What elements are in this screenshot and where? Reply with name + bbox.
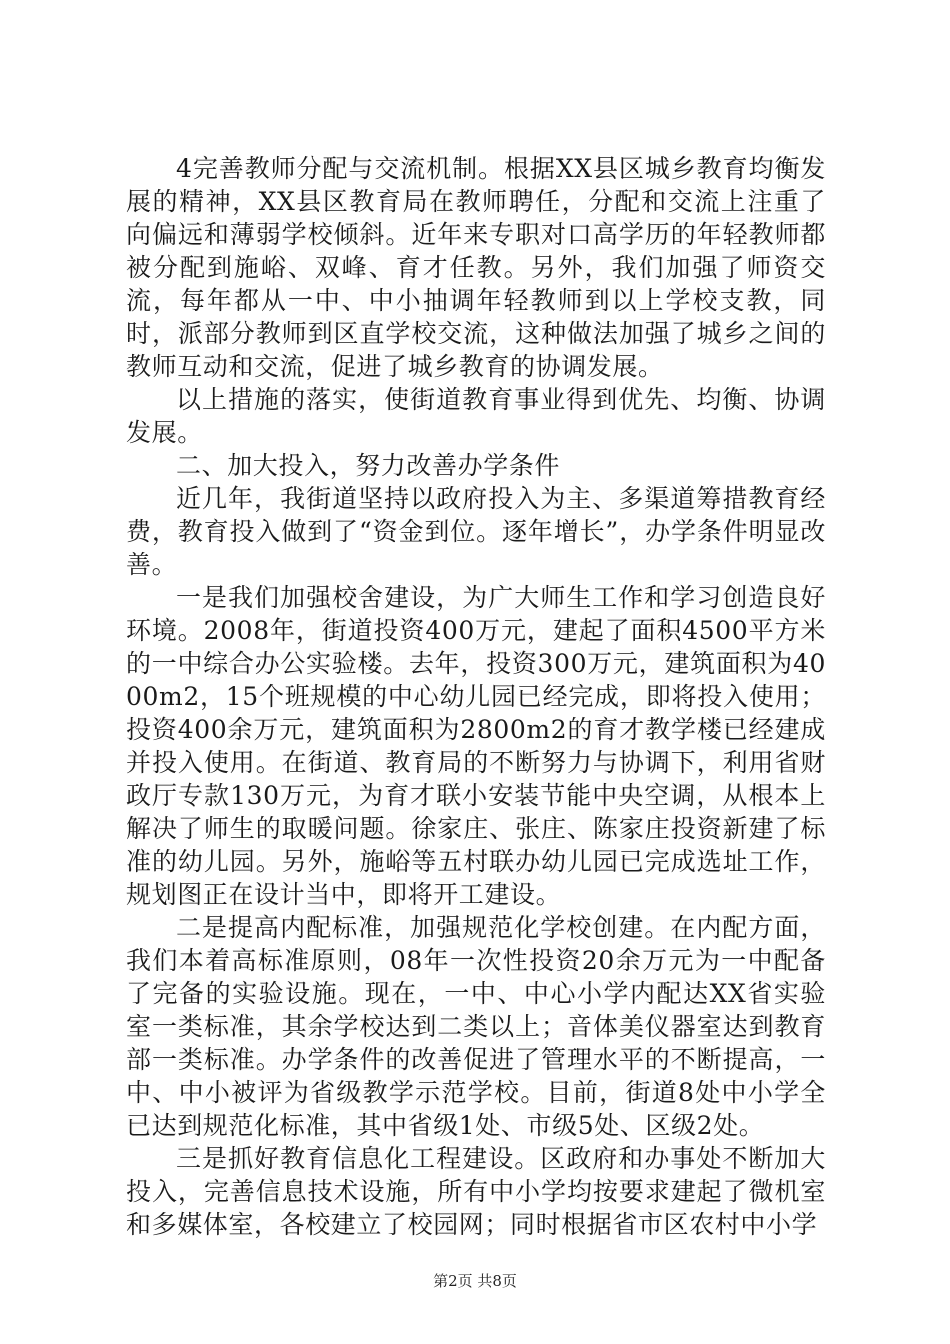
section-heading-investment: 二、加大投入，努力改善办学条件 <box>176 451 561 480</box>
paragraph-investment-intro: 近几年，我街道坚持以政府投入为主、多渠道筹措教育经费，教育投入做到了“资金到位。逐年增长”，办学条件明显改善。 <box>126 484 826 579</box>
paragraph-teacher-allocation: 4完善教师分配与交流机制。根据XX县区城乡教育均衡发展的精神，XX县区教育局在教师聘任，分配和交流上注重了向偏远和薄弱学校倾斜。近年来专职对口高学历的年轻教师都被分配到施峪、双峰、育才任教。另外，我们加强了师资交流，每年都从一中、中小抽调年轻教师到以上学校支教，同时，派部分教师到区直学校交流，这种做法加强了城乡之间的教师互动和交流，促进了城乡教育的协调发展。 <box>126 154 826 381</box>
page-number-footer: 第2页 共8页 <box>433 1272 517 1290</box>
document-body <box>126 152 826 1241</box>
paragraph-informatization: 三是抓好教育信息化工程建设。区政府和办事处不断加大投入，完善信息技术设施，所有中小学均按要求建起了微机室和多媒体室，各校建立了校园网；同时根据省市区农村中小学 <box>126 1144 826 1239</box>
paragraph-school-buildings: 一是我们加强校舍建设，为广大师生工作和学习创造良好环境。2008年，街道投资400万元，建起了面积4500平方米的一中综合办公实验楼。去年，投资300万元，建筑面积为4000m2，15个班规模的中心幼儿园已经完成，即将投入使用；投资400余万元，建筑面积为2800m2的育才教学楼已经建成并投入使用。在街道、教育局的不断努力与协调下，利用省财政厅专款130万元，为育才联小安装节能中央空调，从根本上解决了师生的取暖问题。徐家庄、张庄、陈家庄投资新建了标准的幼儿园。另外，施峪等五村联办幼儿园已完成选址工作，规划图正在设计当中，即将开工建设。 <box>126 583 826 909</box>
paragraph-equipment-standards: 二是提高内配标准，加强规范化学校创建。在内配方面，我们本着高标准原则，08年一次性投资20余万元为一中配备了完备的实验设施。现在，一中、中心小学内配达XX省实验室一类标准，其余学校达到二类以上；音体美仪器室达到教育部一类标准。办学条件的改善促进了管理水平的不断提高，一中、中小被评为省级教学示范学校。目前，街道8处中小学全已达到规范化标准，其中省级1处、市级5处、区级2处。 <box>126 913 826 1140</box>
paragraph-measures-summary: 以上措施的落实，使街道教育事业得到优先、均衡、协调发展。 <box>126 385 826 447</box>
